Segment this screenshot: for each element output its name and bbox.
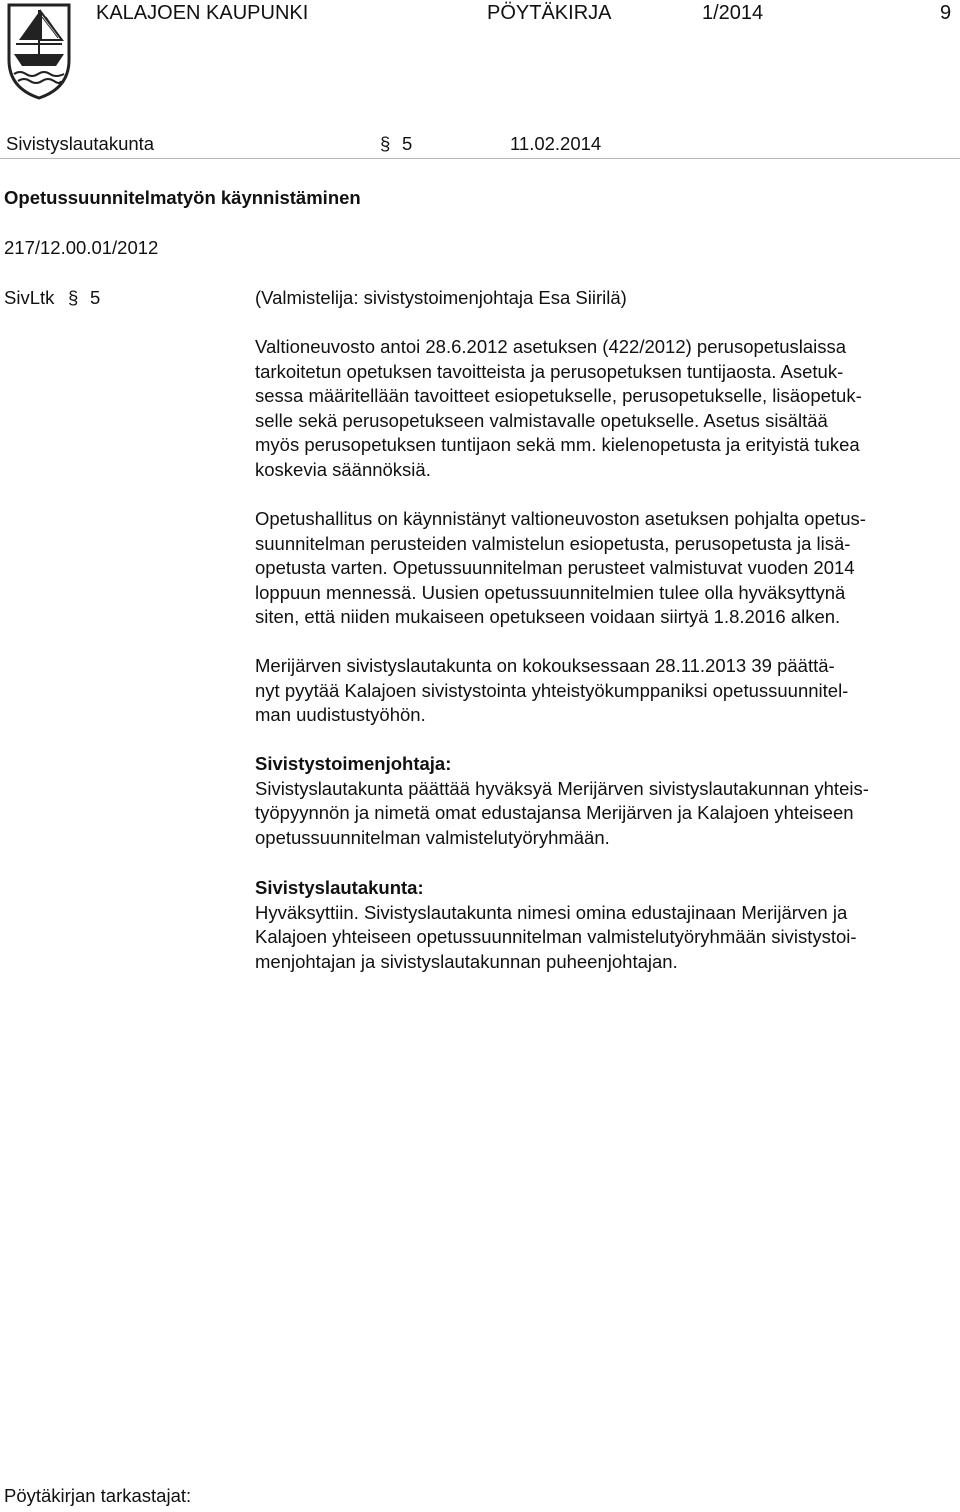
header-issue-number: 1/2014 bbox=[702, 2, 764, 24]
paragraph-line: man uudistustyöhön. bbox=[255, 704, 426, 725]
paragraph-1 bbox=[255, 335, 960, 482]
paragraph-line: siten, että niiden mukaiseen opetukseen voidaan siirtyä 1.8.2016 alken. bbox=[255, 606, 841, 627]
decision-line: Hyväksyttiin. Sivistyslautakunta nimesi omina edustajinaan Merijärven ja bbox=[255, 901, 848, 923]
item-title: Opetussuunnitelmatyön käynnistäminen bbox=[4, 187, 361, 208]
paragraph-3 bbox=[255, 654, 960, 728]
paragraph-line: loppuun mennessä. Uusien opetussuunnitelmien tulee olla hyväksyttynä bbox=[255, 581, 846, 603]
paragraph-line: Valtioneuvosto antoi 28.6.2012 asetuksen (422/2012) perusopetuslaissa bbox=[255, 336, 847, 357]
section-symbol: § bbox=[380, 133, 391, 154]
section-number: 5 bbox=[402, 133, 413, 154]
preparer-note: (Valmistelija: sivistystoimenjohtaja Esa Siirilä) bbox=[255, 287, 627, 308]
decision-section bbox=[255, 876, 960, 974]
proposal-line: opetussuunnitelman valmistelutyöryhmään. bbox=[255, 826, 610, 848]
kalajoki-coat-of-arms-logo bbox=[6, 2, 72, 100]
committee-section-number: 5 bbox=[90, 287, 101, 308]
paragraph-line: opetusta varten. Opetussuunnitelman perusteet valmistuvat vuoden 2014 bbox=[255, 557, 855, 578]
paragraph-line: Opetushallitus on käynnistänyt valtioneuvoston asetuksen pohjalta opetus- bbox=[255, 508, 866, 529]
meeting-body: Sivistyslautakunta bbox=[6, 133, 155, 154]
paragraph-line: sessa määritellään tavoitteet esiopetukselle, perusopetukselle, lisäopetuk- bbox=[255, 385, 862, 406]
header-organization: KALAJOEN KAUPUNKI bbox=[96, 2, 309, 24]
committee-section-symbol: § bbox=[68, 287, 79, 308]
paragraph-line: nyt pyytää Kalajoen sivistystointa yhteistyökumppaniksi opetussuunnitel- bbox=[255, 679, 849, 701]
meeting-date: 11.02.2014 bbox=[510, 133, 602, 154]
decision-line: menjohtajan ja sivistyslautakunnan puheenjohtajan. bbox=[255, 950, 678, 972]
proposal-line: Sivistyslautakunta päättää hyväksyä Merijärven sivistyslautakunnan yhteis- bbox=[255, 777, 869, 799]
header-document-type: PÖYTÄKIRJA bbox=[487, 2, 612, 24]
header-page-number: 9 bbox=[940, 2, 952, 24]
header-divider bbox=[0, 158, 960, 159]
proposal-label: Sivistystoimenjohtaja: bbox=[255, 753, 452, 774]
item-reference: 217/12.00.01/2012 bbox=[4, 237, 159, 258]
minutes-verifiers-label: Pöytäkirjan tarkastajat: bbox=[4, 1485, 192, 1506]
proposal-section bbox=[255, 752, 960, 850]
paragraph-line: koskevia säännöksiä. bbox=[255, 458, 431, 480]
proposal-line: työpyynnön ja nimetä omat edustajansa Merijärven ja Kalajoen yhteiseen bbox=[255, 802, 854, 823]
committee-abbreviation: SivLtk bbox=[4, 287, 55, 308]
paragraph-line: Merijärven sivistyslautakunta on kokouksessaan 28.11.2013 39 päättä- bbox=[255, 655, 835, 676]
paragraph-2 bbox=[255, 507, 960, 630]
decision-line: Kalajoen yhteiseen opetussuunnitelman valmistelutyöryhmään sivistystoi- bbox=[255, 926, 857, 947]
paragraph-line: suunnitelman perusteiden valmistelun esiopetusta, perusopetusta ja lisä- bbox=[255, 532, 851, 554]
paragraph-line: selle sekä perusopetukseen valmistavalle opetukselle. Asetus sisältää bbox=[255, 409, 828, 431]
decision-label: Sivistyslautakunta: bbox=[255, 877, 424, 898]
paragraph-line: tarkoitetun opetuksen tavoitteista ja perusopetuksen tuntijaosta. Asetuk- bbox=[255, 360, 844, 382]
paragraph-line: myös perusopetuksen tuntijaon sekä mm. kielenopetusta ja erityistä tukea bbox=[255, 434, 860, 455]
